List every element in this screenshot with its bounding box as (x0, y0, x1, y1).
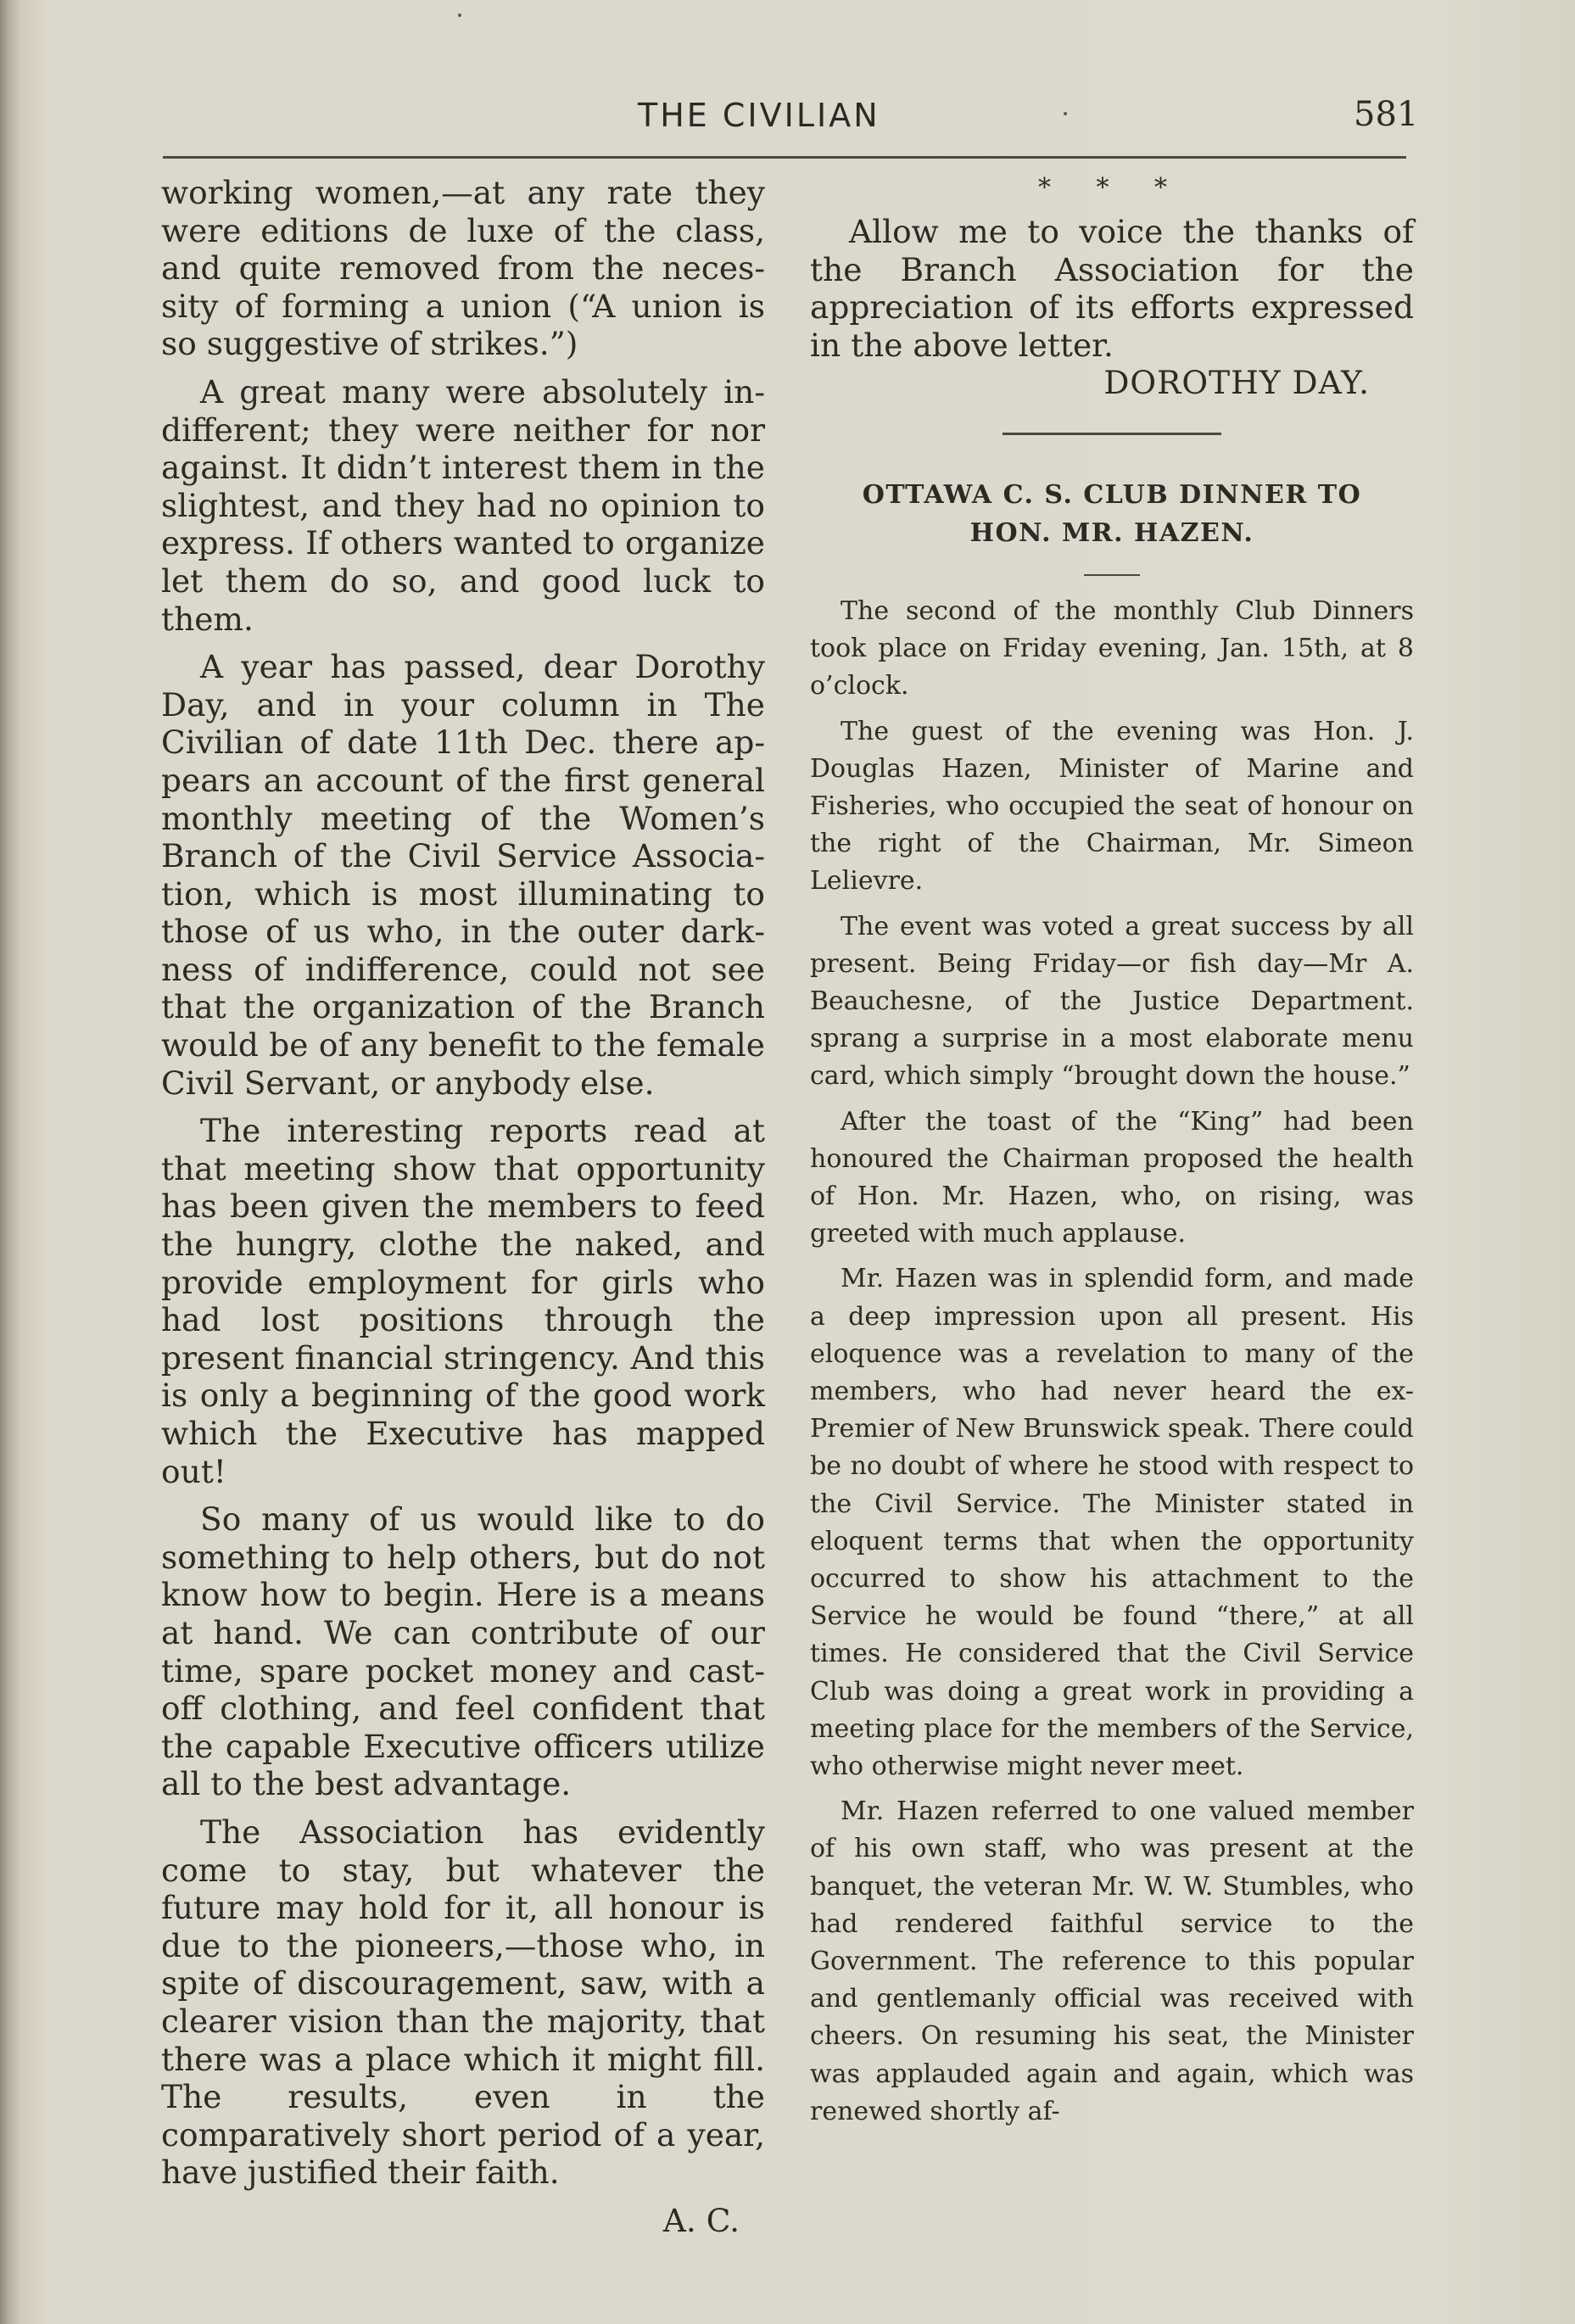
paragraph: The second of the monthly Club Dinners took place on Friday evening, Jan. 15th, at 8 o’clock. (810, 595, 1414, 701)
left-column (161, 174, 765, 2239)
reply-signature: DOROTHY DAY. (1103, 364, 1370, 402)
paragraph: So many of us would like to do something to help others, but do not know how to begin. Here is a means at hand. We can contribute of our time, spare pocket money and cast-off clothing, and feel confident that the capable Executive officers utilize all to the best advantage. (161, 1500, 765, 1803)
paragraph: A great many were absolutely indifferent; they were neither for nor against. It didn’t interest them in the slightest, and they had no opinion to express. If others wanted to organize let them do so, and good luck to them. (161, 372, 765, 638)
paragraph: The Association has evidently come to stay, but whatever the future may hold for it, all honour is due to the pioneers,—those who, in spite of discouragement, saw, with a clearer vision than the majority, that there was a place which it might fill. The results, even in the comparatively short period of a year, have justified their faith. (161, 1813, 765, 2192)
running-title: THE CIVILIAN (638, 97, 880, 134)
article-title-line-1: OTTAWA C. S. CLUB DINNER TO (862, 479, 1362, 510)
letter-signature: A. C. (662, 2201, 740, 2239)
paragraph: The guest of the evening was Hon. J. Douglas Hazen, Minister of Marine and Fisheries, who occupied the seat of honour on the right of the Chairman, Mr. Simeon Lelievre. (810, 716, 1414, 897)
paragraph: After the toast of the “King” had been honoured the Chairman proposed the health of Hon. Mr. Hazen, who, on rising, was greeted with much applause. (810, 1106, 1414, 1249)
right-column (810, 174, 1414, 2138)
paragraph: The interesting reports read at that meeting show that opportunity has been given the members to feed the hungry, clothe the naked, and provide employment for girls who had lost positions through the present financial stringency. And this is only a beginning of the good work which the Executive has mapped out! (161, 1112, 765, 1490)
article-body (810, 593, 1414, 2131)
print-speck (458, 14, 461, 17)
title-rule (1084, 574, 1140, 576)
paragraph: Mr. Hazen referred to one valued member of his own staff, who was present at the banquet, the veteran Mr. W. W. Stumbles, who had rendered faithful service to the Government. The reference to this popular and gentlemanly official was received with cheers. On resuming his seat, the Minister was applauded again and again, which was renewed shortly af- (810, 1796, 1414, 2126)
paragraph: A year has passed, dear Dorothy Day, and in your column in The Civilian of date 11th Dec. there appears an account of the first general monthly meeting of the Women’s Branch of the Civil Service Association, which is most illuminating to those of us who, in the outer darkness of indifference, could not see that the organization of the Branch would be of any benefit to the female Civil Servant, or anybody else. (161, 648, 765, 1102)
running-head (0, 93, 1575, 144)
article-title-line-2: HON. MR. HAZEN. (969, 517, 1254, 548)
binding-shadow (0, 0, 20, 2324)
paragraph: working women,—at any rate they were editions de luxe of the class, and quite removed from the necessity of forming a union (“A union is so suggestive of strikes.”) (161, 174, 765, 363)
paragraph: The event was voted a great success by all present. Being Friday—or fish day—Mr A. Beauchesne, of the Justice Department. sprang a surprise in a most elaborate menu card, which simply “brought down the house.” (810, 911, 1414, 1092)
page-number: 581 (1354, 95, 1419, 134)
section-break-asterisks: * * * (1037, 173, 1187, 203)
print-speck (1064, 112, 1067, 115)
paragraph: Mr. Hazen was in splendid form, and made a deep impression upon all present. His eloquence was a revelation to many of the members, who had never heard the ex-Premier of New Brunswick speak. There could be no doubt of where he stood with respect to the Civil Service. The Minister stated in eloquent terms that when the opportunity occurred to show his attachment to the Service he would be found “there,” at all times. He considered that the Civil Service Club was doing a great work in providing a meeting place for the members of the Service, who otherwise might never meet. (810, 1264, 1414, 1782)
header-rule (163, 156, 1406, 159)
section-rule (1003, 433, 1221, 435)
reply-paragraph: Allow me to voice the thanks of the Branch Association for the appreciation of its efforts expressed in the above letter. (810, 213, 1414, 364)
